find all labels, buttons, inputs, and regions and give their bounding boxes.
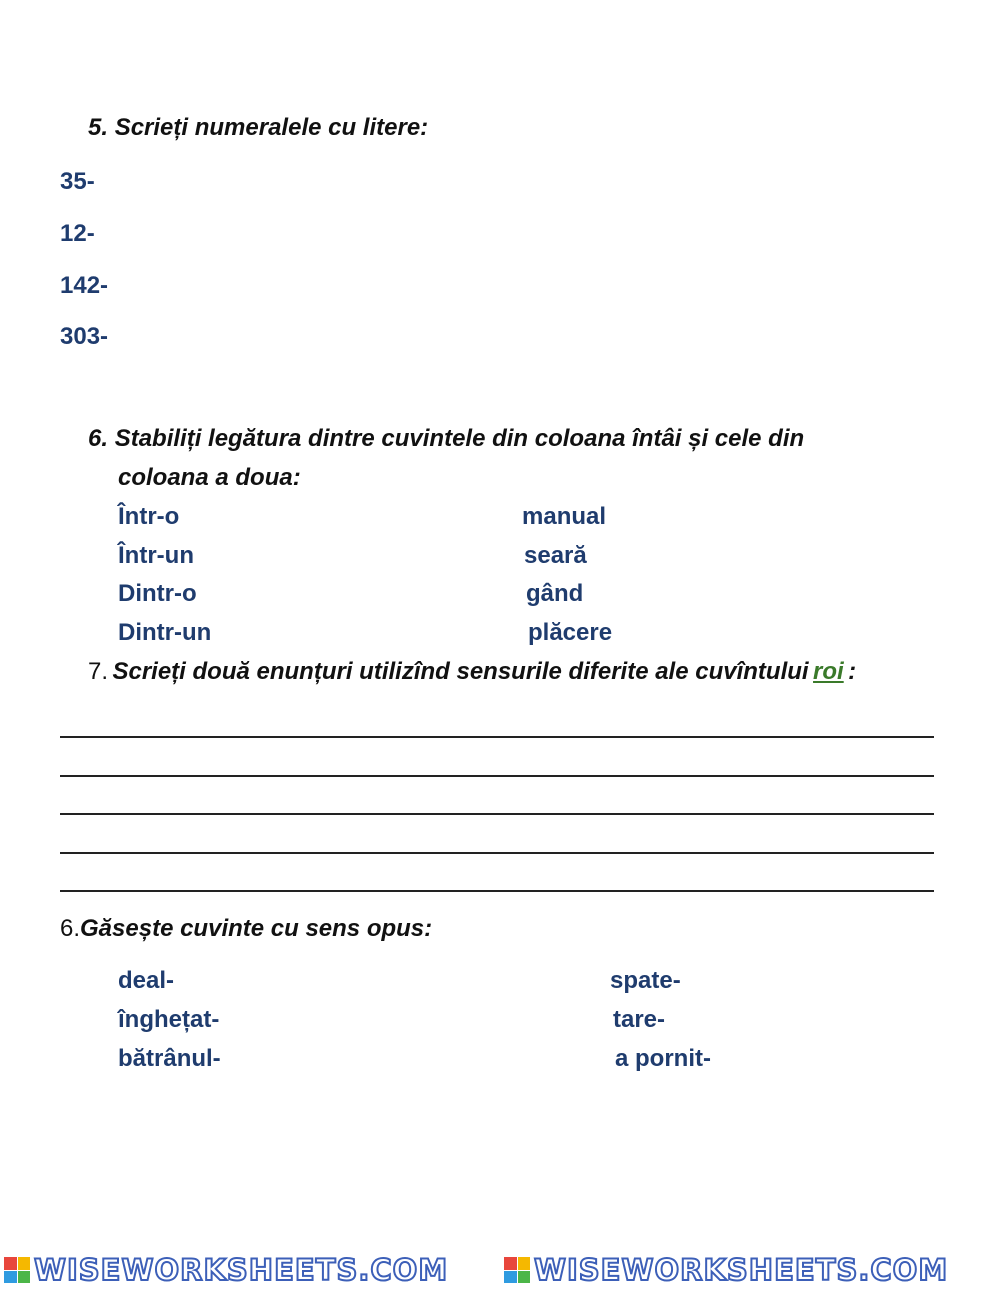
q5-title: Scrieți numeralele cu litere: — [114, 114, 429, 141]
q7-heading — [88, 658, 856, 686]
q8-right-2: tare- — [613, 1006, 666, 1033]
q6-right-3: gând — [526, 580, 584, 607]
q6-title-line2: coloana a doua: — [118, 464, 301, 491]
q8-title: Găsește cuvinte cu sens opus: — [80, 915, 433, 942]
watermark-text: WISEWORKSHEETS.COM — [534, 1253, 949, 1287]
q6-right-1: manual — [522, 503, 607, 530]
watermark-1 — [4, 1253, 448, 1287]
q6-right-2: seară — [524, 542, 587, 569]
q8-right-1: spate- — [610, 967, 681, 994]
q8-heading — [60, 915, 432, 943]
q5-item-1: 35- — [60, 168, 95, 195]
answer-line-4[interactable] — [60, 852, 934, 854]
q6-left-3: Dintr-o — [118, 580, 197, 607]
q5-item-4: 303- — [60, 323, 109, 350]
q7-title-end: : — [848, 658, 857, 685]
q6-right-4: plăcere — [528, 619, 613, 646]
watermark-2 — [504, 1253, 948, 1287]
answer-line-3[interactable] — [60, 813, 934, 815]
q6-heading — [88, 425, 804, 453]
q6-left-4: Dintr-un — [118, 619, 212, 646]
answer-line-5[interactable] — [60, 890, 934, 892]
q5-number: 5. — [88, 114, 109, 141]
q7-number: 7. — [88, 658, 109, 685]
wiseworksheets-logo-icon — [4, 1257, 30, 1283]
q5-item-3: 142- — [60, 272, 109, 299]
q8-left-2: înghețat- — [118, 1006, 220, 1033]
answer-line-1[interactable] — [60, 736, 934, 738]
footer-watermark — [0, 1253, 1000, 1287]
q5-heading — [88, 114, 428, 142]
q7-keyword: roi — [813, 658, 844, 685]
q6-number: 6. — [88, 425, 109, 452]
q8-left-3: bătrânul- — [118, 1045, 221, 1072]
q8-left-1: deal- — [118, 967, 175, 994]
wiseworksheets-logo-icon — [504, 1257, 530, 1283]
q6-title-line1: Stabiliți legătura dintre cuvintele din coloana întâi și cele din — [114, 425, 805, 452]
watermark-text: WISEWORKSHEETS.COM — [34, 1253, 449, 1287]
q7-title: Scrieți două enunțuri utilizînd sensurile diferite ale cuvîntului — [112, 658, 809, 685]
q8-number: 6. — [60, 915, 81, 942]
q6-left-1: Într-o — [118, 503, 180, 530]
q5-item-2: 12- — [60, 220, 95, 247]
q6-left-2: Într-un — [118, 542, 194, 569]
answer-line-2[interactable] — [60, 775, 934, 777]
q8-right-3: a pornit- — [615, 1045, 711, 1072]
